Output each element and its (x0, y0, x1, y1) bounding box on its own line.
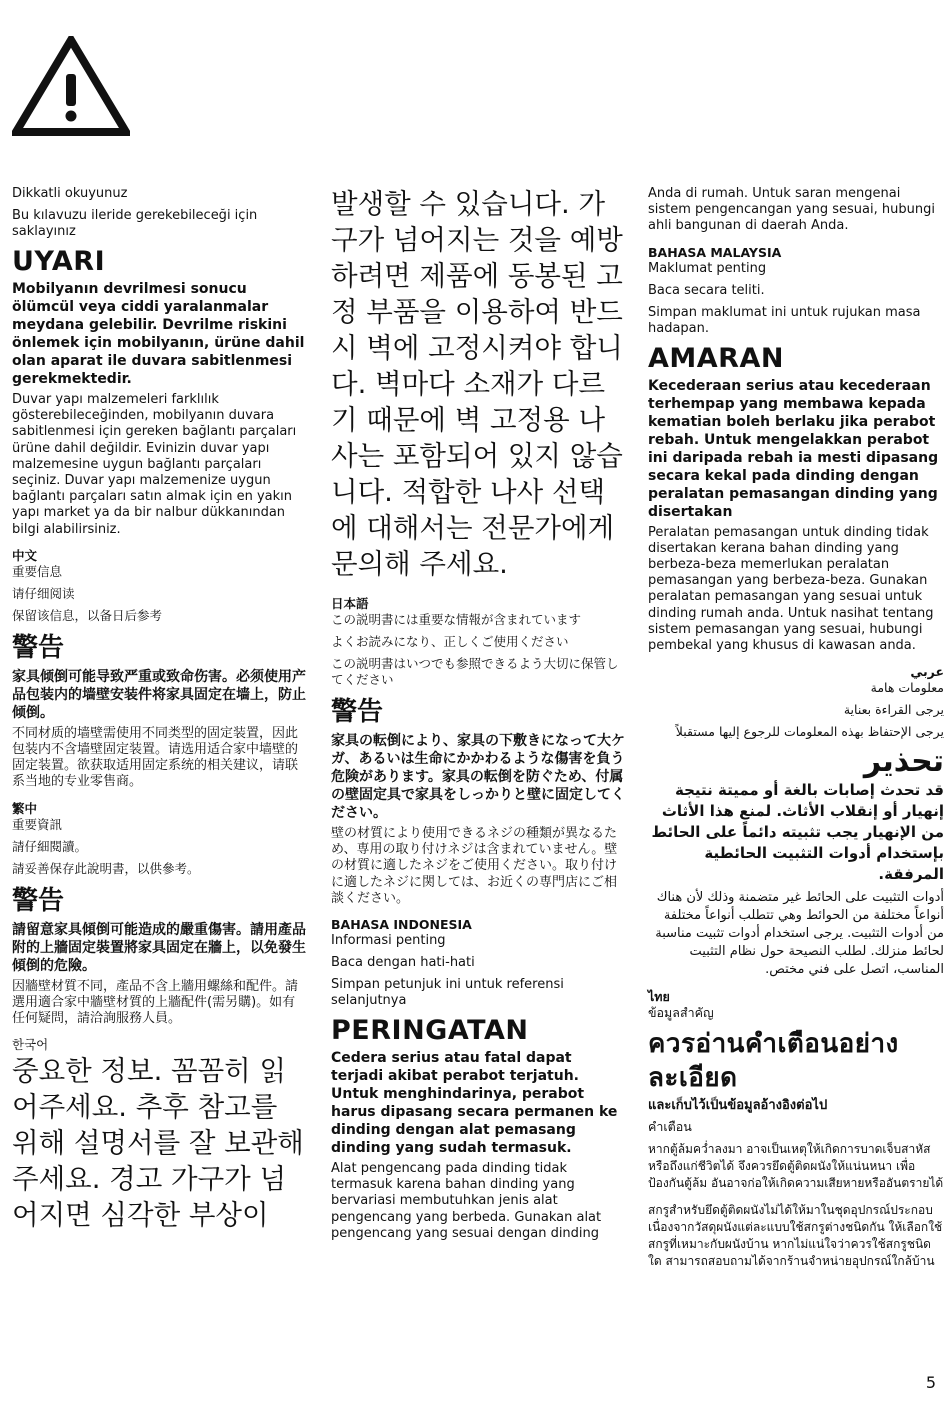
ms-important-info: Maklumat penting (648, 260, 767, 276)
ms-warning-body: Peralatan pemasangan untuk dinding tidak disertakan kerana bahan dinding yang berbeza-beza memerlukan peralatan pemasangan yang berbeza-beza. Gunakan peralatan pemasangan yang sesuai untuk dinding rumah anda. Untuk nasihat tentang sistem pemasangan yang sesuai, hubungi pembekal yang khusus di kawasan anda. (648, 524, 934, 654)
column-left (12, 186, 308, 1243)
id-keep-manual: Simpan petunjuk ini untuk referensi selanjutnya (331, 977, 564, 1009)
ar-important-info: معلومات هامة (870, 680, 944, 696)
ja-warning-bold: 家具の転倒により、家具の下敷きになって大ケガ、あるいは生命にかかわるような傷害を負う危険があります。家具の転倒を防ぐため、付属の壁固定具で家具をしっかりと壁に固定してください。 (331, 733, 625, 821)
ar-section (648, 664, 944, 979)
ar-keep-manual: يرجى الإحتفاظ بهذه المعلومات للرجوع إليها مستقبلاً (675, 724, 944, 740)
ms-warning-bold: Kecederaan serius atau kecederaan terhempap yang membawa kepada kematian boleh berlaku jika perabot rebah. Untuk mengelakkan perabot ini daripada rebah ia mesti dipasang secara kekal pada dinding dengan peralatan pemasangan dinding yang disertakan (648, 377, 939, 520)
id-read-carefully: Baca dengan hati-hati (331, 955, 475, 971)
ko-warning-text-part2: 발생할 수 있습니다. 가구가 넘어지는 것을 예방하려면 제품에 동봉된 고정 부품을 이용하여 반드시 벽에 고정시켜야 합니다. 벽마다 소재가 다르기 때문에 벽 고정용 나사는 포함되어 있지 않습니다. 적합한 나사 선택에 대해서는 전문가에게 문의해 주세요. (331, 188, 623, 580)
ar-read-carefully: يرجى القراءة بعناية (843, 702, 944, 718)
tw-keep-manual: 請妥善保存此說明書，以供參考。 (12, 860, 200, 876)
th-important-info: ข้อมูลสำคัญ (648, 1005, 714, 1021)
tw-warning-title: 警告 (12, 885, 65, 916)
tr-read-carefully: Dikkatli okuyunuz (12, 186, 128, 201)
ja-language-label: 日本語 (331, 596, 369, 611)
id-warning-body: Alat pengencang pada dinding tidak termasuk karena bahan dinding yang bervariasi membutuhkan jenis alat pengencang yang berbeda. Gunakan alat pengencang yang sesuai dengan dinding (331, 1161, 602, 1241)
id-warning-title: PERINGATAN (331, 1015, 529, 1047)
warning-triangle-icon (12, 36, 130, 136)
ja-keep-manual: この説明書はいつでも参照できるよう大切に保管してください (331, 656, 619, 687)
ar-warning-body: أدوات التثبيت على الحائط غير متضمنة وذلك لأن هناك أنواعاً مختلفة من الحوائط وهي تتطلب أنواعاً مختلفة من أدوات التثبيت. يرجى استخدام أدوات تثبيت مناسبة لحائط منزلك. لطلب النصيحة حول نظام التثبيت المناسب، اتصل على فني مختص. (655, 890, 944, 978)
tr-warning-title: UYARI (12, 246, 106, 277)
ar-warning-bold: قد تحدث إصابات بالغة أو مميتة نتيجة إنهيار أو إنقلاب الأثاث. لمنع هذا الأثاث من الإنهيار يجب تثبيته دائماً على الحائط بإستخدام أدوات التثبيت الحائطية المرفقة. (651, 781, 944, 884)
ko-warning-text-part1: 중요한 정보. 꼼꼼히 읽어주세요. 추후 참고를 위해 설명서를 잘 보관해 주세요. 경고 가구가 넘어지면 심각한 부상이 (12, 1055, 304, 1232)
th-warning-body-1: หากตู้ล้มคว่ำลงมา อาจเป็นเหตุให้เกิดการบาดเจ็บสาหัสหรือถึงแก่ชีวิตได้ จึงควรยึดตู้ติดผนังให้แน่นหนา เพื่อป้องกันตู้ล้ม อันอาจก่อให้เกิดความเสียหายหรืออันตรายได้ (648, 1142, 944, 1191)
zh-warning-bold: 家具倾倒可能导致严重或致命伤害。必须使用产品包装内的墙壁安装件将家具固定在墙上，防止倾倒。 (12, 668, 306, 721)
zh-language-label: 中文 (12, 547, 38, 563)
page-number: 5 (925, 1373, 936, 1392)
zh-important-info: 重要信息 (12, 563, 63, 579)
ms-keep-manual: Simpan maklumat ini untuk rujukan masa hadapan. (648, 304, 921, 336)
tw-important-info: 重要資訊 (12, 816, 63, 832)
tr-warning-bold: Mobilyanın devrilmesi sonucu ölümcül veya ciddi yaralanmalar meydana gelebilir. Devrilme riskini önlemek için mobilyanın, ürüne dahil olan aparat ile duvara sabitlenmesi gerekmektedir. (12, 281, 305, 387)
id-warning-bold: Cedera serius atau fatal dapat terjadi akibat perabot terjatuh. Untuk menghindarinya, perabot harus dipasang secara permanen ke dinding dengan alat pemasang dinding yang sudah termasuk. (331, 1050, 618, 1157)
id-important-info: Informasi penting (331, 933, 446, 949)
zh-warning-body: 不同材质的墙壁需使用不同类型的固定装置，因此包装内不含墙壁固定装置。请选用适合家中墙壁的固定装置。欲获取适用固定系统的相关建议，请联系当地的专业零售商。 (12, 725, 299, 790)
th-warning-body-2: สกรูสำหรับยึดตู้ติดผนังไม่ได้ให้มาในชุดอุปกรณ์ประกอบ เนื่องจากวัสดุผนังแต่ละแบบใช้สกรูต่างชนิดกัน ให้เลือกใช้สกรูที่เหมาะกับผนังบ้าน หากไม่แน่ใจว่าควรใช้สกรูชนิดใด สามารถสอบถามได้จากร้านจำหน่ายอุปกรณ์ใกล้บ้าน (648, 1203, 943, 1269)
th-warning-title: ควรอ่านคำเตือนอย่างละเอียด (648, 1029, 899, 1094)
column-right (648, 186, 944, 1280)
ms-read-carefully: Baca secara teliti. (648, 282, 765, 298)
ar-warning-title: تحذير (863, 744, 944, 780)
ja-warning-title: 警告 (331, 697, 384, 727)
ms-warning-title: AMARAN (648, 342, 784, 374)
ja-read-carefully: よくお読みになり、正しくご使用ください (331, 634, 569, 649)
th-keep-manual: และเก็บไว้เป็นข้อมูลอ้างอิงต่อไป (648, 1098, 828, 1114)
zh-read-carefully: 请仔细阅读 (12, 585, 75, 601)
id-warning-body-continued: Anda di rumah. Untuk saran mengenai sistem pengencangan yang sesuai, hubungi ahli bangunan di daerah Anda. (648, 186, 935, 234)
ja-important-info: この説明書には重要な情報が含まれています (331, 612, 582, 627)
th-section (648, 989, 944, 1270)
ar-language-label: عربي (910, 664, 944, 680)
ko-language-label: 한국어 (12, 1037, 49, 1053)
id-language-label: BAHASA INDONESIA (331, 917, 472, 933)
th-warning-label: คำเตือน (648, 1119, 692, 1135)
tw-warning-bold: 請留意家具傾倒可能造成的嚴重傷害。請用產品附的上牆固定裝置將家具固定在牆上，以免發生傾倒的危險。 (12, 921, 306, 974)
tr-warning-body: Duvar yapı malzemeleri farklılık gösterebileceğinden, mobilyanın duvara sabitlenmesi için gereken bağlantı parçaları ürüne dahil değildir. Evinizin duvar yapı malzemesine uygun bağlantı parçaları seçiniz. Duvar yapı malzemenize uygun bağlantı parçaları satın almak için en yakın yapı market ya da bir nalbur dükkanından bilgi alabilirsiniz. (12, 392, 297, 537)
ms-language-label: BAHASA MALAYSIA (648, 244, 782, 260)
tw-read-carefully: 請仔細閱讀。 (12, 838, 88, 854)
tr-keep-manual: Bu kılavuzu ileride gerekebileceği için saklayınız (12, 208, 258, 239)
zh-warning-title: 警告 (12, 632, 65, 663)
th-language-label: ไทย (648, 989, 670, 1005)
tw-language-label: 繁中 (12, 800, 38, 816)
tw-warning-body: 因牆壁材質不同，產品不含上牆用螺絲和配件。請選用適合家中牆壁材質的上牆配件(需另購)。如有任何疑問，請洽詢服務人員。 (12, 978, 299, 1027)
zh-keep-manual: 保留该信息，以备日后参考 (12, 607, 163, 623)
column-middle (331, 186, 627, 1252)
ja-warning-body: 壁の材質により使用できるネジの種類が異なるため、専用の取り付けネジは含まれていません。壁の材質に適したネジをご使用ください。取り付けに適したネジに関しては、お近くの専門店にご相談ください。 (331, 826, 618, 906)
